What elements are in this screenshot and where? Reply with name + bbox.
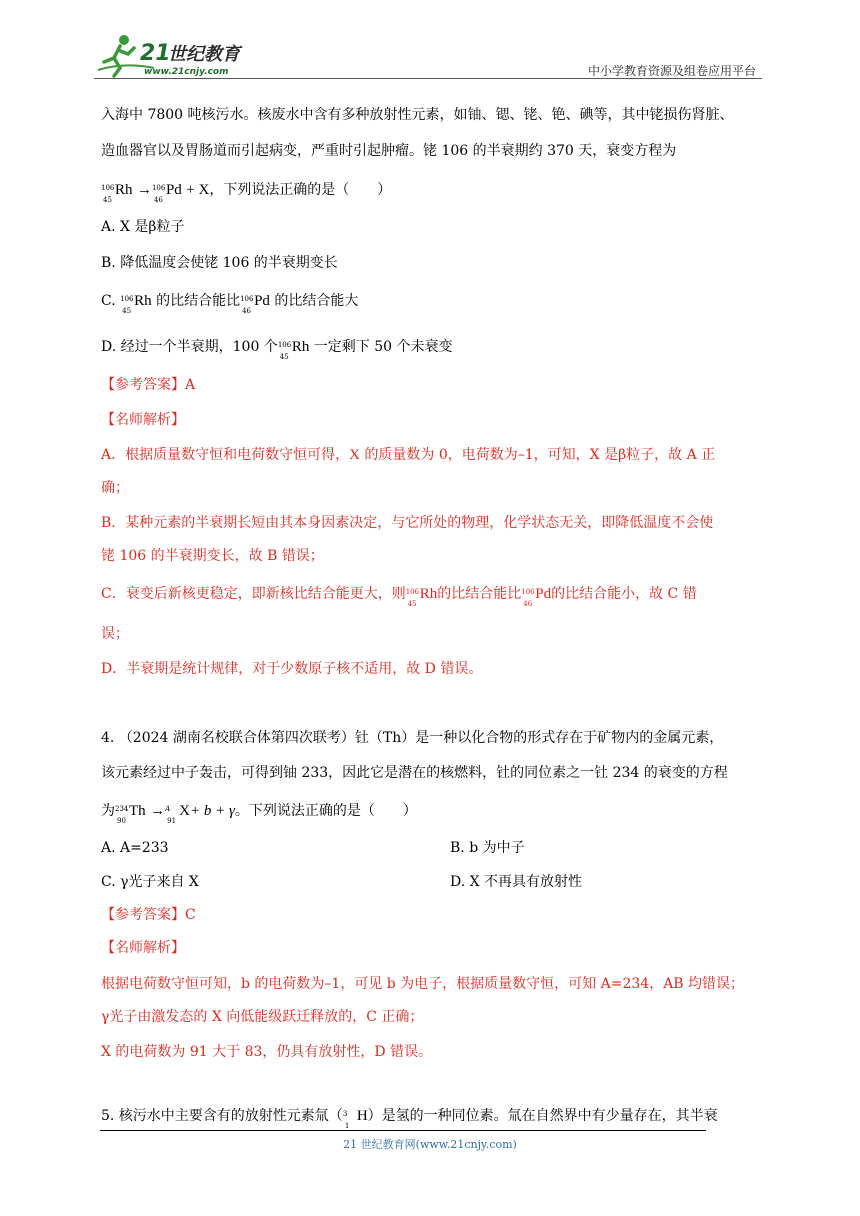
q4-option-c: C. γ光子来自 X [101,874,199,890]
page-header [94,32,764,80]
svg-text:21: 21 [140,41,171,66]
q3-line-2: 造血器官以及胃肠道而引起病变，严重时引起肿瘤。铑 106 的半衰期约 370 天，衰变方程为 [101,143,677,159]
q3-explain-b-1: B．某种元素的半衰期长短由其本身因素决定，与它所处的物理，化学状态无关，即降低温度不会使 [101,515,714,531]
q3-equation: 106 45 Rh → 106 46 Pd + X，下列说法正确的是（ ） [101,182,392,204]
q3-line-1: 入海中 7800 吨核污水。核废水中含有多种放射性元素，如铀、锶、铑、铯、碘等，其中铑损伤肾脏、 [101,107,734,123]
logo-url: www.21cnjy.com [144,67,229,77]
q4-option-d: D. X 不再具有放射性 [450,874,583,890]
q4-explain-1: 根据电荷数守恒可知，b 的电荷数为–1，可见 b 为电子，根据质量数守恒，可知 A=234，AB 均错误； [101,976,745,992]
q4-option-b: B. b 为中子 [450,840,525,856]
q3-explain-d: D．半衰期是统计规律，对于少数原子核不适用，故 D 错误。 [101,661,483,677]
q3-option-c: C. 106 45 Rh 的比结合能比 106 46 Pd 的比结合能大 [101,293,359,315]
q4-answer: 【参考答案】C [101,907,196,923]
q3-option-a: A. X 是β粒子 [101,219,185,235]
q3-explain-c-1: C．衰变后新核更稳定，即新核比结合能更大，则 106 45 Rh的比结合能比 106 46 Pd的比结合能小，故 C 错 [101,586,697,608]
q4-line-2: 该元素经过中子轰击，可得到铀 233，因此它是潜在的核燃料，钍的同位素之一钍 234 的衰变的方程 [101,765,728,781]
header-divider [94,78,762,79]
q3-option-b: B. 降低温度会使铑 106 的半衰期变长 [101,255,338,271]
q3-analysis-title: 【名师解析】 [101,412,185,428]
q5-line-1: 5. 核污水中主要含有的放射性元素氚（ 3 1 H）是氢的一种同位素。氚在自然界中有少量存在，其半衰 [101,1108,718,1130]
q4-explain-2: γ光子由激发态的 X 向低能级跃迁释放的，C 正确； [101,1009,424,1025]
logo-text: 世纪教育 [168,44,240,65]
q3-explain-b-2: 铑 106 的半衰期变长，故 B 错误； [101,548,324,564]
q3-option-d: D. 经过一个半衰期，100 个 106 45 Rh 一定剩下 50 个未衰变 [101,339,453,361]
logo-21cnjy [94,32,264,78]
q4-line-1: 4. （2024 湖南名校联合体第四次联考）钍（Th）是一种以化合物的形式存在于矿物内的金属元素， [101,730,724,746]
q3-explain-a-1: A．根据质量数守恒和电荷数守恒可得，X 的质量数为 0，电荷数为–1，可知，X 是β粒子，故 A 正 [101,447,716,463]
q3-explain-c-2: 误； [101,626,129,642]
q3-answer: 【参考答案】A [101,377,196,393]
q3-explain-a-2: 确； [101,480,129,496]
footer-divider [100,1130,706,1131]
q4-option-a: A. A=233 [101,840,169,856]
q4-equation: 为 234 90 Th → A 91 X+ b + γ。下列说法正确的是（ ） [101,803,417,825]
q4-analysis-title: 【名师解析】 [101,940,185,956]
q4-explain-3: X 的电荷数为 91 大于 83，仍具有放射性，D 错误。 [101,1044,433,1060]
footer-text: 21 世纪教育网(www.21cnjy.com) [343,1138,517,1151]
platform-name: 中小学教育资源及组卷应用平台 [587,64,756,78]
